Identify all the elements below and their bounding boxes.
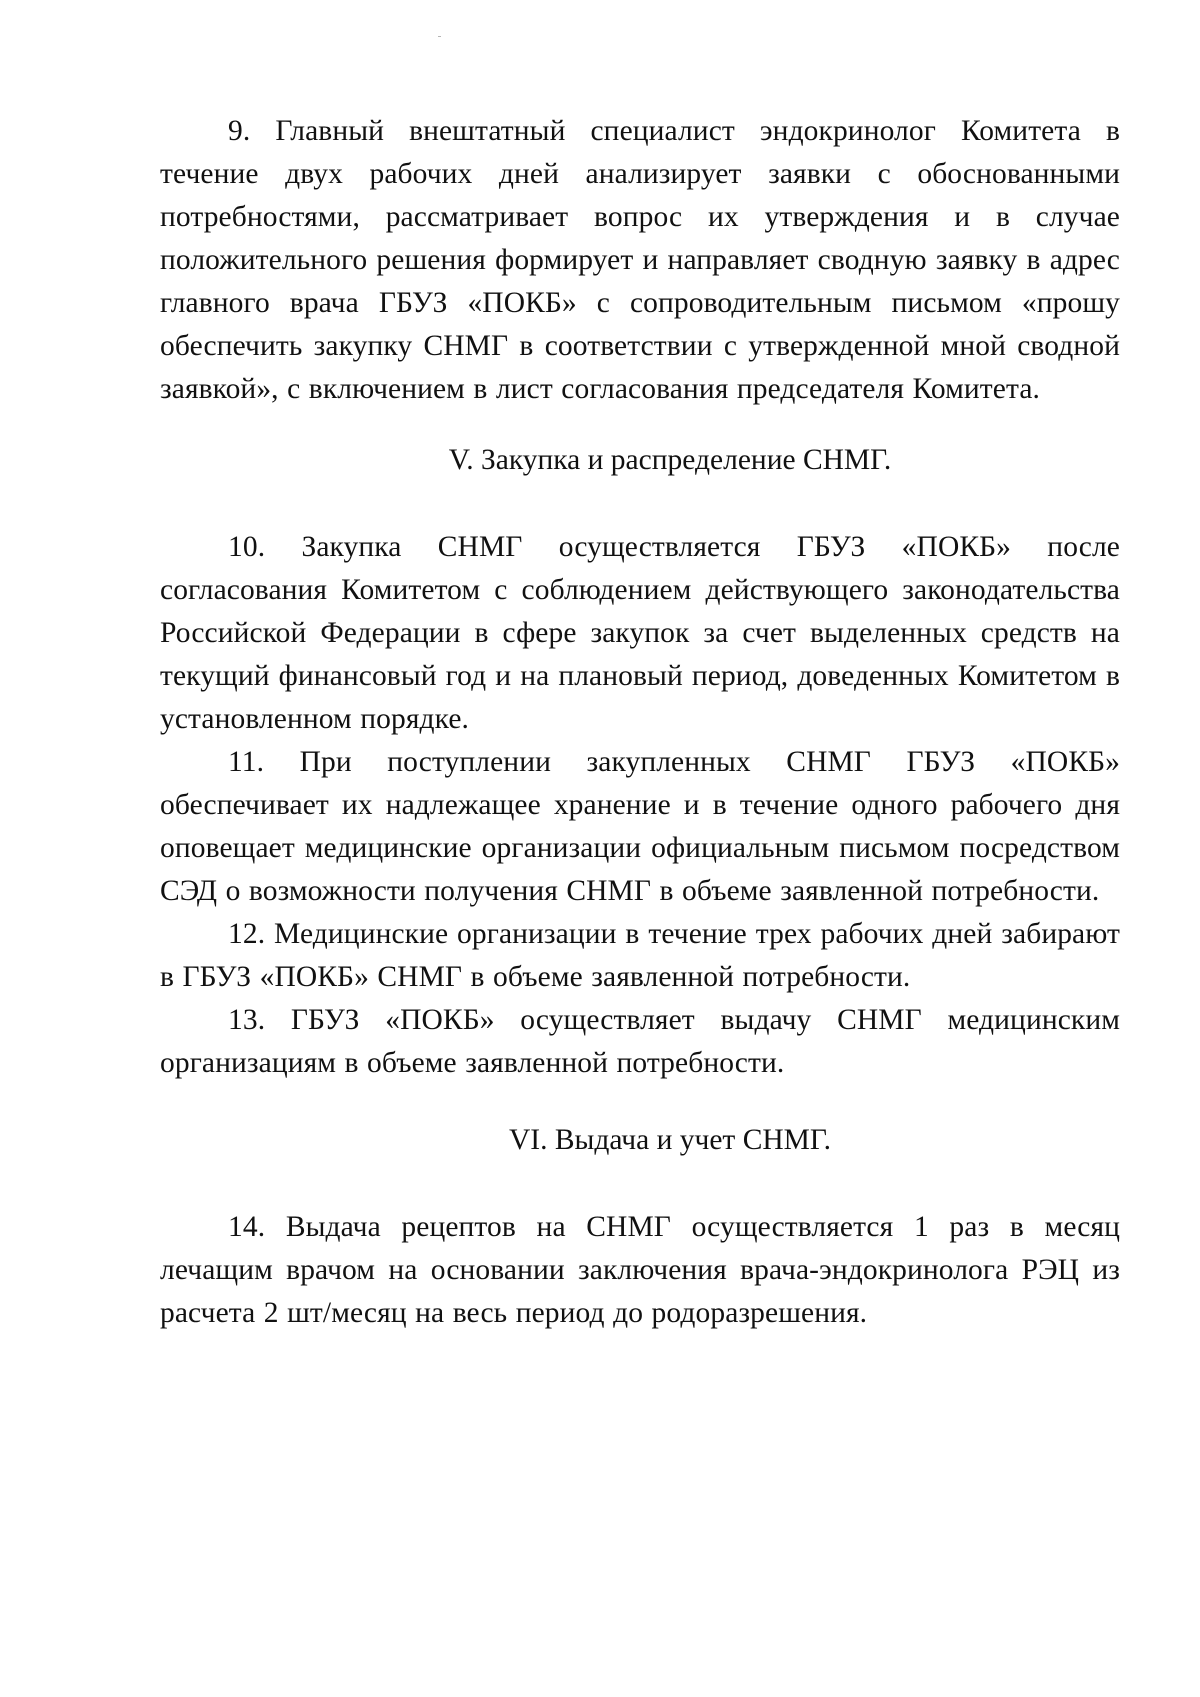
- paragraph-10: 10. Закупка СНМГ осуществляется ГБУЗ «ПОКБ» после согласования Комитетом с соблюдением действующего законодательства Российской Федерации в сфере закупок за счет выделенных средств на текущий финансовый год и на плановый период, доведенных Комитетом в установленном порядке.: [160, 531, 1120, 735]
- document-body: [160, 110, 1120, 1335]
- paragraph-12: 12. Медицинские организации в течение трех рабочих дней забирают в ГБУЗ «ПОКБ» СНМГ в объеме заявленной потребности.: [160, 918, 1120, 993]
- section-6-title: VI. Выдача и учет СНМГ.: [508, 1124, 832, 1156]
- paragraph-11: 11. При поступлении закупленных СНМГ ГБУЗ «ПОКБ» обеспечивает их надлежащее хранение и в течение одного рабочего дня оповещает медицинские организации официальным письмом посредством СЭД о возможности получения СНМГ в объеме заявленной потребности.: [160, 746, 1120, 907]
- paragraph-13: 13. ГБУЗ «ПОКБ» осуществляет выдачу СНМГ медицинским организациям в объеме заявленной потребности.: [160, 1004, 1120, 1079]
- paragraph-9: 9. Главный внештатный специалист эндокринолог Комитета в течение двух рабочих дней анализирует заявки с обоснованными потребностями, рассматривает вопрос их утверждения и в случае положительного решения формирует и направляет сводную заявку в адрес главного врача ГБУЗ «ПОКБ» с сопроводительным письмом «прошу обеспечить закупку СНМГ в соответствии с утвержденной мной сводной заявкой», с включением в лист согласования председателя Комитета.: [160, 115, 1120, 405]
- paragraph-14: 14. Выдача рецептов на СНМГ осуществляется 1 раз в месяц лечащим врачом на основании заключения врача-эндокринолога РЭЦ из расчета 2 шт/месяц на весь период до родоразрешения.: [160, 1211, 1120, 1329]
- scan-speck: [438, 36, 441, 37]
- section-5-title: V. Закупка и распределение СНМГ.: [448, 444, 892, 476]
